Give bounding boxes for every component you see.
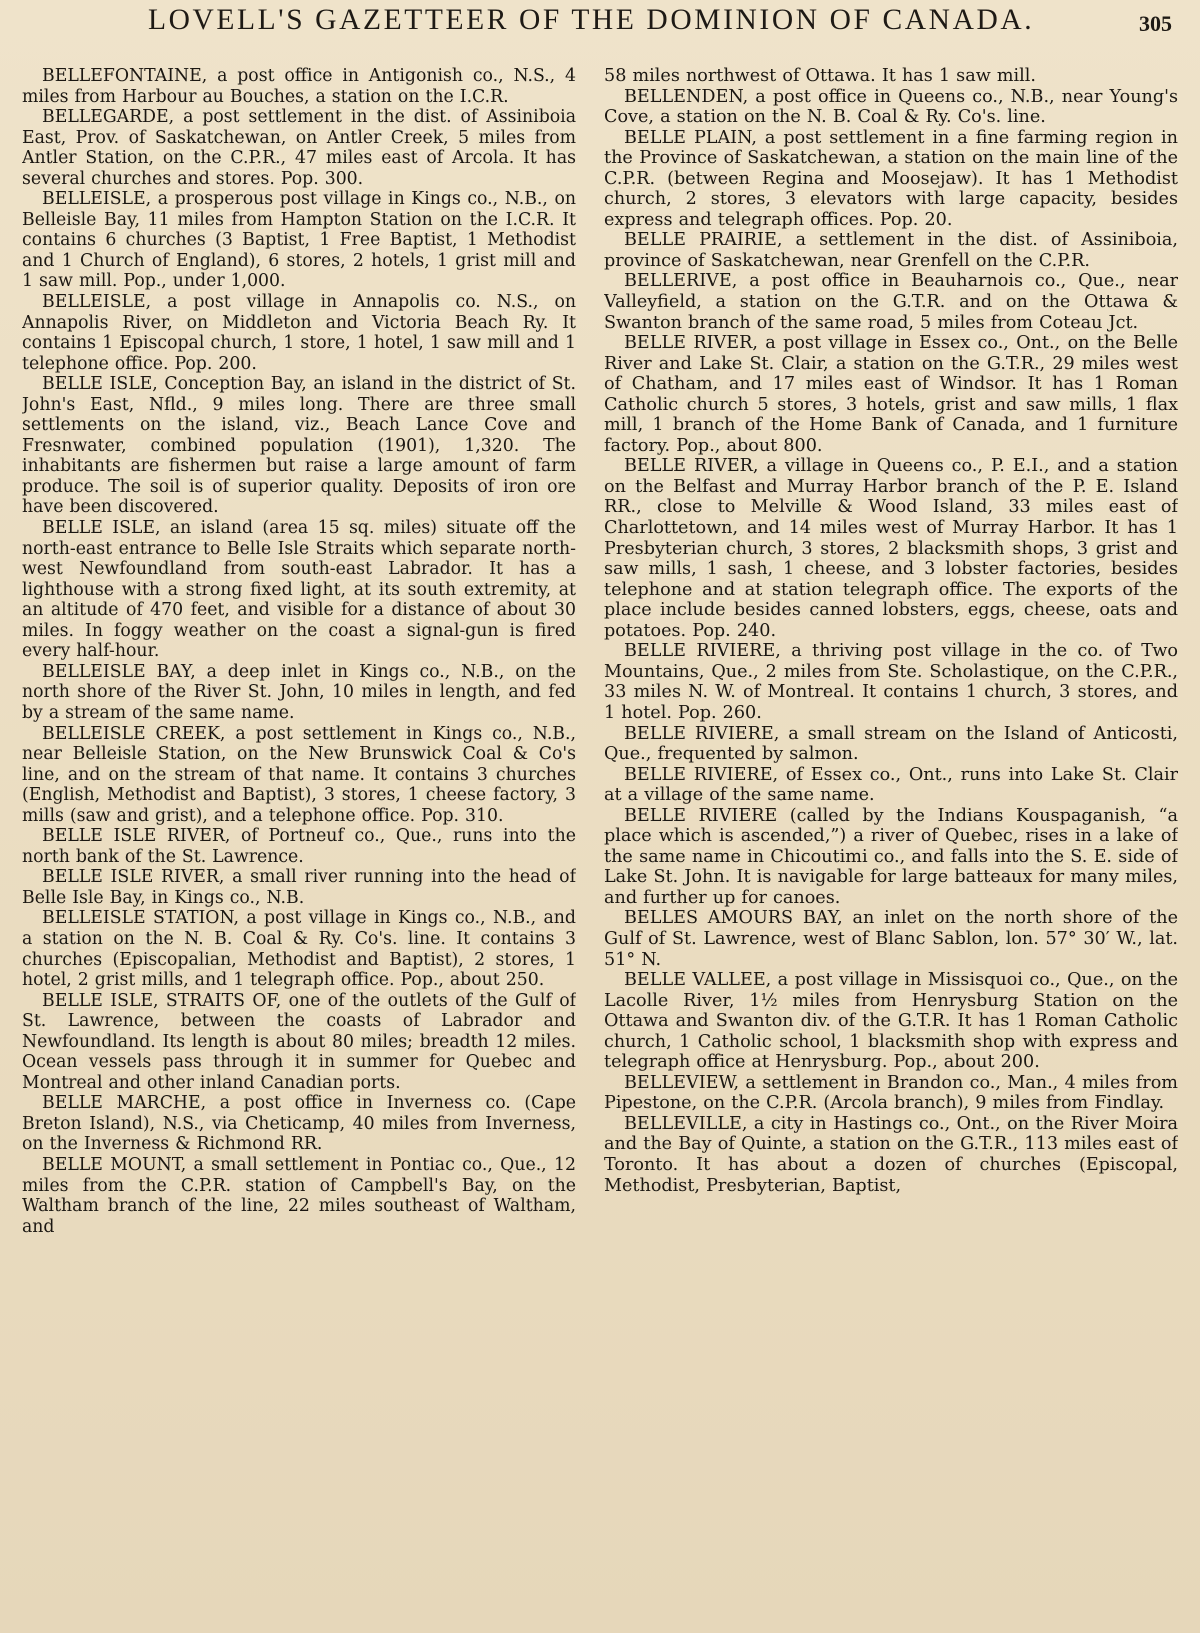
gazetteer-entry: BELLEVIEW, a settlement in Brandon co., Man., 4 miles from Pipestone, on the C.P.R. (Arcola branch), 9 miles from Findlay. (604, 1072, 1178, 1114)
gazetteer-entry: BELLE ISLE, STRAITS OF, one of the outlets of the Gulf of St. Lawrence, between the coasts of Labrador and Newfoundland. Its length is about 80 miles; breadth 12 miles. Ocean vessels pass through it in summer for Quebec and Montreal and other inland Canadian ports. (22, 990, 576, 1093)
gazetteer-entry: BELLENDEN, a post office in Queens co., N.B., near Young's Cove, a station on the N. B. Coal & Ry. Co's. line. (604, 86, 1178, 128)
gazetteer-entry: BELLEISLE CREEK, a post settlement in Kings co., N.B., near Belleisle Station, on the New Brunswick Coal & Co's line, and on the stream of that name. It contains 3 churches (English, Methodist and Baptist), 3 stores, 1 cheese factory, 3 mills (saw and grist), and a telephone office. Pop. 310. (22, 723, 576, 826)
gazetteer-entry: BELLEFONTAINE, a post office in Antigonish co., N.S., 4 miles from Harbour au Bouches, a station on the I.C.R. (22, 66, 576, 107)
gazetteer-entry: BELLEISLE BAY, a deep inlet in Kings co., N.B., on the north shore of the River St. John, 10 miles in length, and fed by a stream of the same name. (22, 661, 576, 723)
gazetteer-entry: BELLE ISLE RIVER, a small river running into the head of Belle Isle Bay, in Kings co., N.B. (22, 867, 576, 908)
page-number: 305 (1139, 11, 1172, 36)
gazetteer-entry: BELLE ISLE, Conception Bay, an island in the district of St. John's East, Nfld., 9 miles long. There are three small settlements on the island, viz., Beach Lance Cove and Fresnwater, combined population (1901), 1,320. The inhabitants are fishermen but raise a large amount of farm produce. The soil is of superior quality. Deposits of iron ore have been discovered. (22, 374, 576, 518)
gazetteer-entry: BELLERIVE, a post office in Beauharnois co., Que., near Valleyfield, a station on the G.T.R. and on the Ottawa & Swanton branch of the same road, 5 miles from Coteau Jct. (604, 271, 1178, 333)
gazetteer-entry: BELLE ISLE RIVER, of Portneuf co., Que., runs into the north bank of the St. Lawrence. (22, 826, 576, 867)
gazetteer-entry: BELLEVILLE, a city in Hastings co., Ont., on the River Moira and the Bay of Quinte, a station on the G.T.R., 113 miles east of Toronto. It has about a dozen of churches (Episcopal, Methodist, Presbyterian, Baptist, (604, 1113, 1178, 1196)
gazetteer-entry: BELLE RIVER, a post village in Essex co., Ont., on the Belle River and Lake St. Clair, a station on the G.T.R., 29 miles west of Chatham, and 17 miles east of Windsor. It has 1 Roman Catholic church 5 stores, 3 hotels, grist and saw mills, 1 flax mill, 1 branch of the Home Bank of Canada, and 1 furniture factory. Pop., about 800. (604, 333, 1178, 456)
gazetteer-entry: BELLE RIVIERE (called by the Indians Kouspaganish, “a place which is ascended,”) a river of Quebec, rises in a lake of the same name in Chicoutimi co., and falls into the S. E. side of Lake St. John. It is navigable for large batteaux for many miles, and further up for canoes. (604, 805, 1178, 908)
gazetteer-entry: BELLE PLAIN, a post settlement in a fine farming region in the Province of Saskatchewan, a station on the main line of the C.P.R. (between Regina and Moosejaw). It has 1 Methodist church, 2 stores, 3 elevators with large capacity, besides express and telegraph offices. Pop. 20. (604, 127, 1178, 230)
running-title: LOVELL'S GAZETTEER OF THE DOMINION OF CANADA. (148, 4, 1035, 36)
gazetteer-entry: BELLEISLE, a prosperous post village in Kings co., N.B., on Belleisle Bay, 11 miles from Hampton Station on the I.C.R. It contains 6 churches (3 Baptist, 1 Free Baptist, 1 Methodist and 1 Church of England), 6 stores, 2 hotels, 1 grist mill and 1 saw mill. Pop., under 1,000. (22, 189, 576, 292)
gazetteer-entry: BELLE RIVIERE, a thriving post village in the co. of Two Mountains, Que., 2 miles from Ste. Scholastique, on the C.P.R., 33 miles N. W. of Montreal. It contains 1 church, 3 stores, and 1 hotel. Pop. 260. (604, 641, 1178, 723)
left-column (22, 66, 576, 1626)
gazetteer-entry: BELLEGARDE, a post settlement in the dist. of Assiniboia East, Prov. of Saskatchewan, on Antler Creek, 5 miles from Antler Station, on the C.P.R., 47 miles east of Arcola. It has several churches and stores. Pop. 300. (22, 107, 576, 189)
gazetteer-entry: BELLE VALLEE, a post village in Missisquoi co., Que., on the Lacolle River, 1½ miles from Henrysburg Station on the Ottawa and Swanton div. of the G.T.R. It has 1 Roman Catholic church, 1 Catholic school, 1 blacksmith shop with express and telegraph office at Henrysburg. Pop., about 200. (604, 970, 1178, 1073)
gazetteer-entry: BELLE MOUNT, a small settlement in Pontiac co., Que., 12 miles from the C.P.R. station of Campbell's Bay, on the Waltham branch of the line, 22 miles southeast of Waltham, and (22, 1154, 576, 1237)
gazetteer-entry: BELLE RIVIERE, a small stream on the Island of Anticosti, Que., frequented by salmon. (604, 723, 1178, 765)
right-column (604, 66, 1178, 1626)
gazetteer-entry: BELLE MARCHE, a post office in Inverness co. (Cape Breton Island), N.S., via Cheticamp, 40 miles from Inverness, on the Inverness & Richmond RR. (22, 1093, 576, 1155)
gazetteer-entry: BELLE ISLE, an island (area 15 sq. miles) situate off the north-east entrance to Belle Isle Straits which separate north-west Newfoundland from south-east Labrador. It has a lighthouse with a strong fixed light, at its south extremity, at an altitude of 470 feet, and visible for a distance of about 30 miles. In foggy weather on the coast a signal-gun is fired every half-hour. (22, 518, 576, 662)
gazetteer-entry: BELLE RIVER, a village in Queens co., P. E.I., and a station on the Belfast and Murray Harbor branch of the P. E. Island RR., close to Melville & Wood Island, 33 miles east of Charlottetown, and 14 miles west of Murray Harbor. It has 1 Presbyterian church, 3 stores, 2 blacksmith shops, 3 grist and saw mills, 1 sash, 1 cheese, and 3 lobster factories, besides telephone and at station telegraph office. The exports of the place include besides canned lobsters, eggs, cheese, oats and potatoes. Pop. 240. (604, 456, 1178, 641)
gazetteer-entry: BELLES AMOURS BAY, an inlet on the north shore of the Gulf of St. Lawrence, west of Blanc Sablon, lon. 57° 30′ W., lat. 51° N. (604, 908, 1178, 970)
gazetteer-entry: BELLE RIVIERE, of Essex co., Ont., runs into Lake St. Clair at a village of the same name. (604, 764, 1178, 806)
continued-entry: 58 miles northwest of Ottawa. It has 1 saw mill. (604, 66, 1036, 86)
gazetteer-entry: BELLEISLE, a post village in Annapolis co. N.S., on Annapolis River, on Middleton and Victoria Beach Ry. It contains 1 Episcopal church, 1 store, 1 hotel, 1 saw mill and 1 telephone office. Pop. 200. (22, 292, 576, 374)
gazetteer-entry: BELLEISLE STATION, a post village in Kings co., N.B., and a station on the N. B. Coal & Ry. Co's. line. It contains 3 churches (Episcopalian, Methodist and Baptist), 2 stores, 1 hotel, 2 grist mills, and 1 telegraph office. Pop., about 250. (22, 908, 576, 991)
gazetteer-entry: BELLE PRAIRIE, a settlement in the dist. of Assiniboia, province of Saskatchewan, near Grenfell on the C.P.R. (604, 230, 1178, 271)
